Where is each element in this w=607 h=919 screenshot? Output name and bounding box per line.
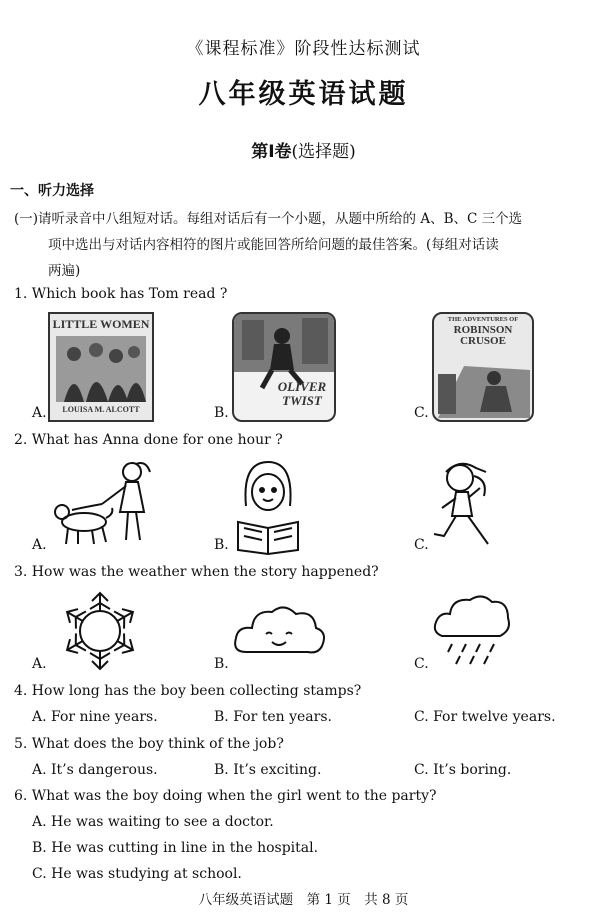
robinson-crusoe-cover-image[interactable]	[432, 312, 534, 422]
instruction-line-1: (一)请听录音中八组短对话。每组对话后有一个小题，从题中所给的 A、B、C 三个选	[14, 211, 523, 227]
oliver-twist-cover-image[interactable]	[232, 312, 336, 422]
q3-option-a-label[interactable]: A.	[32, 656, 47, 672]
page-footer: 八年级英语试题 第 1 页 共 8 页	[198, 892, 409, 908]
instruction-line-2: 项中选出与对话内容相符的图片或能回答所给问题的最佳答案。(每组对话读	[48, 237, 499, 253]
question-3-stem: 3. How was the weather when the story happened?	[14, 564, 379, 580]
snowflake-image[interactable]	[50, 588, 150, 674]
girl-running-image[interactable]	[430, 458, 500, 548]
q6-option-b[interactable]: B. He was cutting in line in the hospital.	[32, 840, 319, 856]
volume-label: 第Ⅰ卷	[251, 142, 292, 162]
little-women-author: LOUISA M. ALCOTT	[62, 405, 140, 414]
section-instructions	[14, 206, 594, 284]
q6-option-a[interactable]: A. He was waiting to see a doctor.	[32, 814, 274, 830]
question-5-stem: 5. What does the boy think of the job?	[14, 736, 284, 752]
robinson-crusoe-illustration	[434, 314, 532, 420]
q4-option-c[interactable]: C. For twelve years.	[414, 709, 556, 725]
instruction-line-3: 两遍)	[48, 263, 81, 279]
question-2-stem: 2. What has Anna done for one hour ?	[14, 432, 283, 448]
q1-option-c-label[interactable]: C.	[414, 405, 429, 421]
volume-note: (选择题)	[291, 142, 356, 162]
robinson-crusoe-series: THE ADVENTURES OF	[447, 316, 519, 323]
question-1-stem: 1. Which book has Tom read ?	[14, 286, 228, 302]
q1-option-a-label[interactable]: A.	[32, 405, 47, 421]
q5-option-c[interactable]: C. It’s boring.	[414, 762, 512, 778]
q2-option-a-label[interactable]: A.	[32, 537, 47, 553]
robinson-crusoe-title-2: CRUSOE	[460, 335, 506, 348]
q2-option-c-label[interactable]: C.	[414, 537, 429, 553]
q2-option-b-label[interactable]: B.	[214, 537, 229, 553]
q3-option-b-label[interactable]: B.	[214, 656, 229, 672]
little-women-cover-image[interactable]	[48, 312, 154, 422]
exam-series-subtitle: 《课程标准》阶段性达标测试	[186, 39, 421, 59]
q1-option-b-label[interactable]: B.	[214, 405, 229, 421]
q5-option-b[interactable]: B. It’s exciting.	[214, 762, 322, 778]
q4-option-a[interactable]: A. For nine years.	[32, 709, 158, 725]
question-6-stem: 6. What was the boy doing when the girl went to the party?	[14, 788, 437, 804]
rain-cloud-image[interactable]	[432, 592, 512, 672]
q3-option-c-label[interactable]: C.	[414, 656, 429, 672]
oliver-twist-title-1: OLIVER	[277, 379, 327, 394]
girl-walking-dog-image[interactable]	[50, 458, 160, 548]
page-title: 八年级英语试题	[198, 79, 409, 110]
little-women-title: LITTLE WOMEN	[52, 317, 150, 331]
question-4-stem: 4. How long has the boy been collecting stamps?	[14, 683, 362, 699]
q5-option-a[interactable]: A. It’s dangerous.	[32, 762, 158, 778]
section-heading: 一、听力选择	[10, 183, 94, 199]
oliver-twist-title-2: TWIST	[282, 392, 322, 408]
girl-reading-book-image[interactable]	[232, 458, 302, 554]
smiling-cloud-image[interactable]	[232, 602, 328, 662]
oliver-twist-title	[274, 380, 330, 407]
q4-option-b[interactable]: B. For ten years.	[214, 709, 332, 725]
volume-heading	[0, 137, 607, 162]
q6-option-c[interactable]: C. He was studying at school.	[32, 866, 242, 882]
robinson-crusoe-title-1: ROBINSON	[453, 323, 513, 336]
